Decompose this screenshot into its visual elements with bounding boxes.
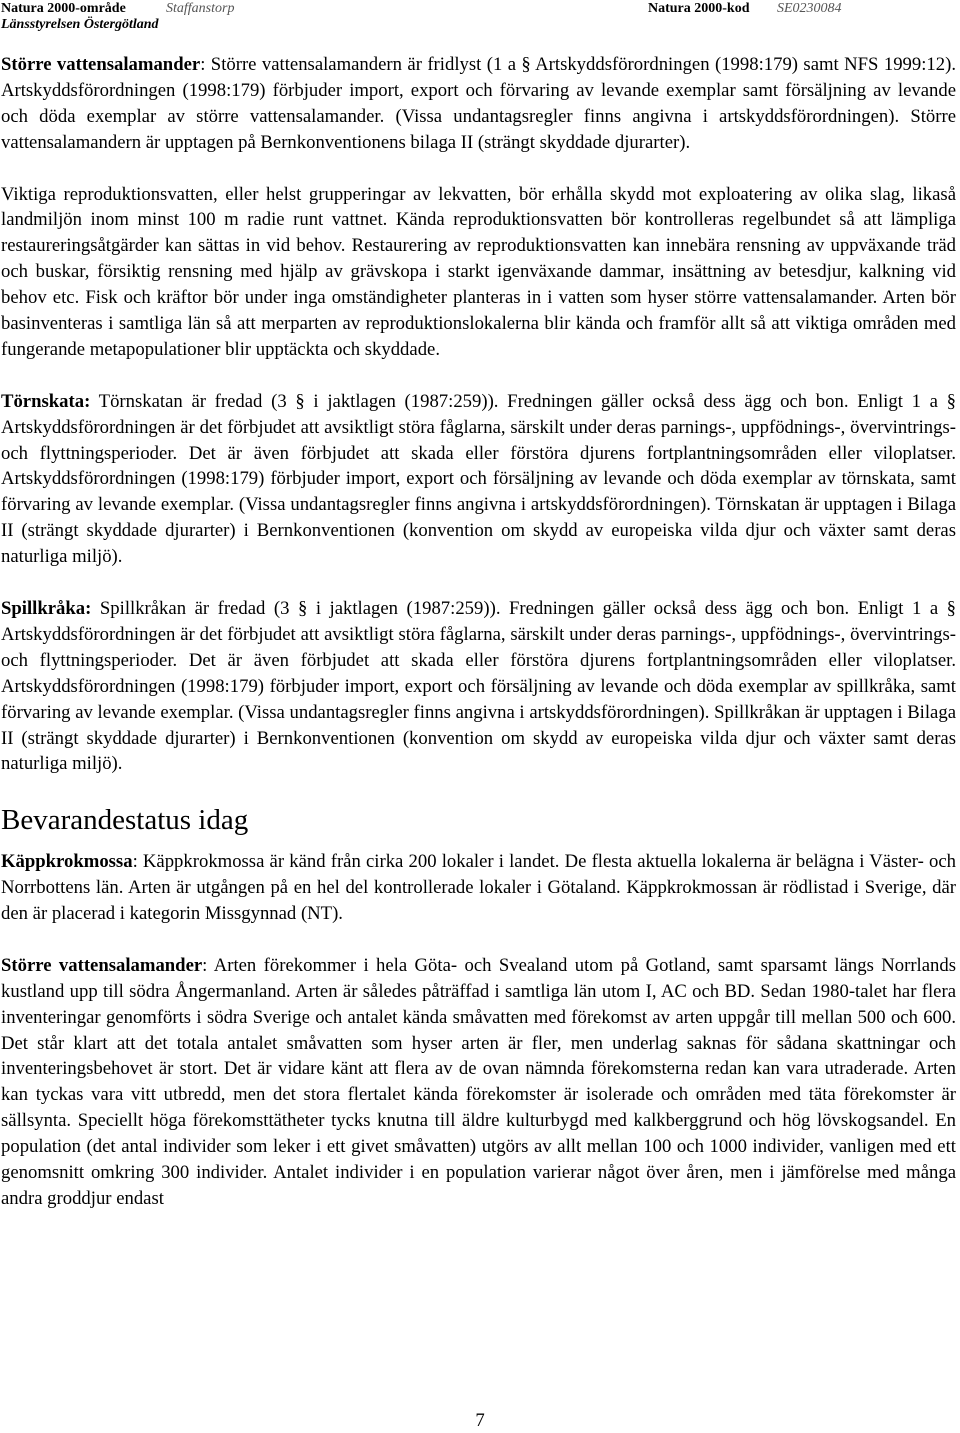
- paragraph-label: Större vattensalamander: [1, 54, 201, 75]
- paragraph-spillkraka: [1, 596, 956, 777]
- code-value: SE0230084: [777, 1, 842, 16]
- header-row-2: [0, 17, 960, 33]
- paragraph-tornskata: [1, 389, 956, 570]
- page-number: 7: [475, 1410, 485, 1431]
- section-heading: Bevarandestatus idag: [1, 804, 249, 837]
- paragraph-reproduction-waters: [1, 182, 956, 363]
- paragraph-text: : Större vattensalamandern är fridlyst (1 a § Artskyddsförordningen (1998:179) samt NFS 1999:12). Artskyddsförordningen (1998:179) förbjuder import, export och förvaring av levande exemplar samt försäljning av levande och döda exemplar av större vattensalamander. (Vissa undantagsregler finns angivna i artskyddsförordningen). Större vattensalamandern är upptagen på Bernkonventionens bilaga II (strängt skyddade djurarter).: [1, 54, 956, 153]
- paragraph-label: Käppkrokmossa: [1, 851, 133, 873]
- paragraph-text: : Arten förekommer i hela Göta- och Svealand utom på Gotland, samt sparsamt längs Norrlands kustland upp till södra Ångermanland. Arten är således påträffad i samtliga län utom I, AC och BD. Sedan 1980-talet har flera inventeringar genomförts i södra Sverige och antalet kända småvatten med förekomst av arten uppgår till mellan 500 och 600. Det står klart att det totala antalet småvatten som hyser arten är fler, men underlag saknas för sådana skattningar och inventeringsbehovet är stort. Det är vidare känt att flera av de ovan nämnda förekomsterna redan kan vara utraderade. Arten kan tyckas vara vitt utbredd, men det stora flertalet kända förekomster är isolerade och områden med täta förekomster är sällsynta. Speciellt höga förekomsttätheter tycks knutna till äldre kulturbygd med kalkberggrund och hög lövskogsandel. En population (det antal individer som leker i ett givet småvatten) utgörs av allt mellan 100 och 1000 individer, vanligen med ett genomsnitt omkring 300 individer. Antalet individer i en population varierar något över åren, men i jämförelse med många andra groddjur endast: [1, 954, 957, 1209]
- paragraph-text: Viktiga reproduktionsvatten, eller helst grupperingar av lekvatten, bör erhålla skydd mot exploatering av olika slag, likaså landmiljön inom minst 100 m radie runt vattnet. Kända reproduktionsvatten bör kontrolleras regelbundet så att lämpliga restaureringsåtgärder kan sättas in vid behov. Restaurering av reproduktionsvatten kan innebära rensning av uppväxande träd och buskar, försiktig rensning med hjälp av grävskopa i starkt igenväxande dammar, insättning av betesdjur, kalkning vid behov etc. Fisk och kräftor bör under inga omständigheter planteras in i vatten som hyser större vattensalamander. Arten bör basinventeras i samtliga län så att merparten av reproduktionslokalerna blir kända och framför allt så att viktiga områden med fungerande metapopulationer blir upptäckta och skyddade.: [1, 183, 956, 360]
- paragraph-text: Spillkråkan är fredad (3 § i jaktlagen (1987:259)). Fredningen gäller också dess ägg och bon. Enligt 1 a § Artskyddsförordningen är det förbjudet att avsiktligt störa fåglarna, särskilt under deras parnings-, uppfödnings-, övervintrings- och flyttningsperioder. Det är även förbjudet att skada eller förstöra djurens fortplantningsområden eller viloplatser. Artskyddsförordningen (1998:179) förbjuder import, export och försäljning av levande och döda exemplar av spillkråka, samt förvaring av levande exemplar. (Vissa undantagsregler finns angivna i artskyddsförordningen). Spillkråkan är upptagen i Bilaga II (strängt skyddade djurarter) i Bernkonventionen (konvention om skydd av europeiska vilda djur och växter samt deras naturliga miljö).: [1, 597, 956, 775]
- page-header: [0, 0, 960, 40]
- area-label: Natura 2000-område: [1, 1, 126, 16]
- paragraph-text: Törnskatan är fredad (3 § i jaktlagen (1987:259)). Fredningen gäller också dess ägg och bon. Enligt 1 a § Artskyddsförordningen är det förbjudet att avsiktligt störa fåglarna, särskilt under deras parnings-, uppfödnings-, övervintrings- och flyttningsperioder. Det är även förbjudet att skada eller förstöra djurens fortplantningsområden eller viloplatser. Artskyddsförordningen (1998:179) förbjuder import, export och försäljning av levande och döda exemplar av törnskata, samt förvaring av levande exemplar. (Vissa undantagsregler finns angivna i artskyddsförordningen). Törnskatan är upptagen i Bilaga II (strängt skyddade djurarter) i Bernkonventionen (konvention om skydd av europeiska vilda djur och växter samt deras naturliga miljö).: [1, 390, 956, 568]
- paragraph-text: : Käppkrokmossa är känd från cirka 200 lokaler i landet. De flesta aktuella lokalerna är belägna i Väster- och Norrbottens län. Arten är utgången på en hel del kontrollerade lokaler i Götaland. Käppkrokmossan är rödlistad i Sverige, där den är placerad i kategorin Missgynnad (NT).: [1, 851, 956, 925]
- paragraph-label: Törnskata:: [1, 390, 91, 412]
- area-name: Staffanstorp: [166, 1, 235, 16]
- paragraph-label: Större vattensalamander: [1, 954, 203, 976]
- paragraph-label: Spillkråka:: [1, 597, 92, 619]
- paragraph-salamander-status: [1, 953, 956, 1212]
- document-body: [1, 52, 956, 1238]
- paragraph-kappkrokmossa: [1, 849, 956, 927]
- paragraph-salamander-protection: [1, 52, 956, 156]
- header-row-1: [0, 1, 960, 17]
- code-label: Natura 2000-kod: [648, 1, 750, 16]
- page-footer: [0, 1410, 960, 1432]
- authority-name: Länsstyrelsen Östergötland: [1, 17, 159, 32]
